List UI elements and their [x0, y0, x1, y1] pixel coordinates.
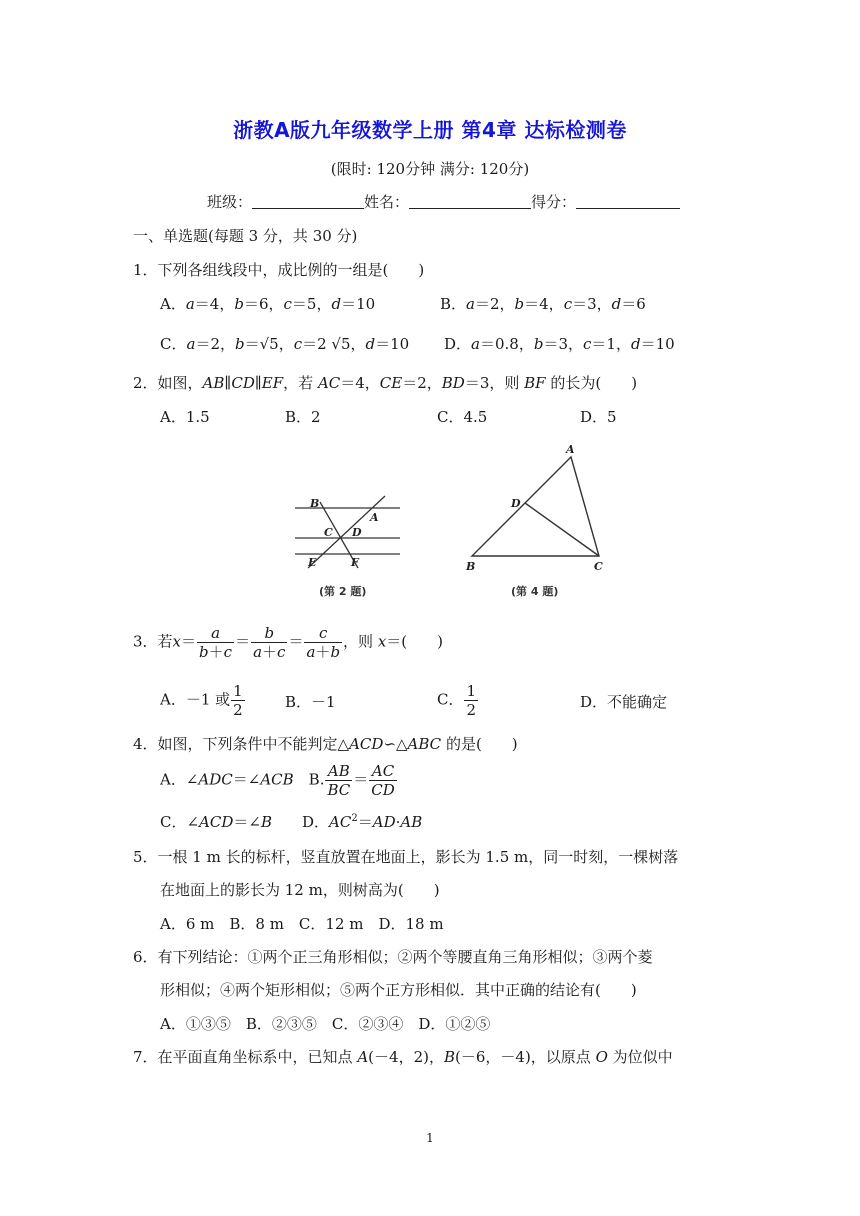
name-label: 姓名：	[364, 193, 410, 211]
info-line	[207, 191, 680, 212]
question-5-line-2: 在地面上的影长为 12 m，则树高为( )	[160, 881, 440, 899]
question-2-stem: 2．如图，AB∥CD∥EF，若 AC＝4，CE＝2，BD＝3，则 BF 的长为( )	[133, 374, 638, 392]
question-6-line-1: 6．有下列结论：①两个正三角形相似；②两个等腰直角三角形相似；③两个菱	[133, 948, 653, 966]
question-4-option-cd: C．∠ACD＝∠B D．$AC^2=AD\cdot AB$	[160, 813, 423, 831]
fig2-label-f: F	[351, 556, 359, 569]
question-2-option-a: A．1.5	[160, 408, 210, 426]
question-4-prefix: 4．如图，下列条件中不能判定	[133, 735, 338, 753]
question-1-option-b: B．a＝2，b＝4，c＝3，d＝6	[440, 295, 646, 313]
figure-question-2	[290, 490, 405, 572]
question-3-option-b: B．－1	[285, 693, 336, 711]
fig2-label-b: B	[310, 497, 320, 510]
fig2-label-a: A	[370, 511, 379, 524]
figure-2-caption: (第 2 题)	[319, 585, 367, 598]
question-1-option-d: D．a＝0.8，b＝3，c＝1，d＝10	[444, 335, 675, 353]
exam-subtitle: (限时: 120分钟 满分: 120分)	[330, 160, 530, 178]
fig4-label-b: B	[466, 560, 476, 573]
fig2-label-c: C	[324, 526, 333, 539]
question-1-option-a: A．a＝4，b＝6，c＝5，d＝10	[160, 295, 376, 313]
question-2-option-b: B．2	[285, 408, 321, 426]
question-2-option-c: C．4.5	[437, 408, 488, 426]
section-heading: 一、单选题(每题 3 分，共 30 分)	[133, 227, 358, 245]
class-label: 班级：	[207, 193, 253, 211]
question-3-option-a: A．－1 或 $\frac{1}{2}$	[160, 682, 243, 719]
fig2-label-e: E	[308, 556, 317, 569]
score-label: 得分：	[531, 193, 577, 211]
question-3-option-d: D．不能确定	[580, 693, 668, 711]
question-1-option-c: C．a＝2，b＝√5，c＝2 √5，d＝10	[160, 335, 410, 353]
question-3-option-c: C． $\frac{1}{2}$	[437, 682, 477, 719]
score-blank[interactable]	[576, 194, 680, 209]
question-5-options: A．6 m B．8 m C．12 m D．18 m	[160, 915, 444, 933]
question-5-line-1: 5．一根 1 m 长的标杆，竖直放置在地面上，影长为 1.5 m，同一时刻，一棵树落	[133, 848, 679, 866]
question-6-line-2: 形相似；④两个矩形相似；⑤两个正方形相似．其中正确的结论有( )	[160, 981, 637, 999]
figure-4-caption: (第 4 题)	[511, 585, 559, 598]
name-blank[interactable]	[409, 194, 531, 209]
question-2-prefix: 2．如图，	[133, 374, 203, 392]
page-number: 1	[426, 1131, 434, 1145]
fig4-label-a: A	[566, 443, 575, 456]
question-4-stem: 4．如图，下列条件中不能判定△ACD∽△ABC 的是( )	[133, 735, 518, 753]
fig4-label-d: D	[511, 497, 521, 510]
class-blank[interactable]	[252, 194, 364, 209]
question-4-option-ab: A．∠ADC＝∠ACB B. $\frac{AB}{BC}$ ＝ $\frac{AC}{CD}$	[160, 762, 395, 799]
question-6-options: A．①③⑤ B．②③⑤ C．②③④ D．①②⑤	[160, 1015, 491, 1033]
fig2-label-d: D	[352, 526, 362, 539]
question-7-line-1: 7．在平面直角坐标系中，已知点 A(－4，2)，B(－6，－4)，以原点 O 为位似中	[133, 1048, 673, 1066]
figure-question-4	[460, 440, 610, 575]
question-3-stem: 3．若x＝ $\frac{a}{b+c}$ ＝ $\frac{b}{a+c}$ ＝ $\frac{c}{a+b}$ ，则 x＝( )	[133, 624, 444, 661]
question-1-stem: 1．下列各组线段中，成比例的一组是( )	[133, 261, 425, 279]
page-title: 浙教A版九年级数学上册 第4章 达标检测卷	[233, 118, 627, 142]
question-2-option-d: D．5	[580, 408, 617, 426]
fig4-label-c: C	[594, 560, 603, 573]
question-3-prefix: 3．若	[133, 632, 173, 651]
